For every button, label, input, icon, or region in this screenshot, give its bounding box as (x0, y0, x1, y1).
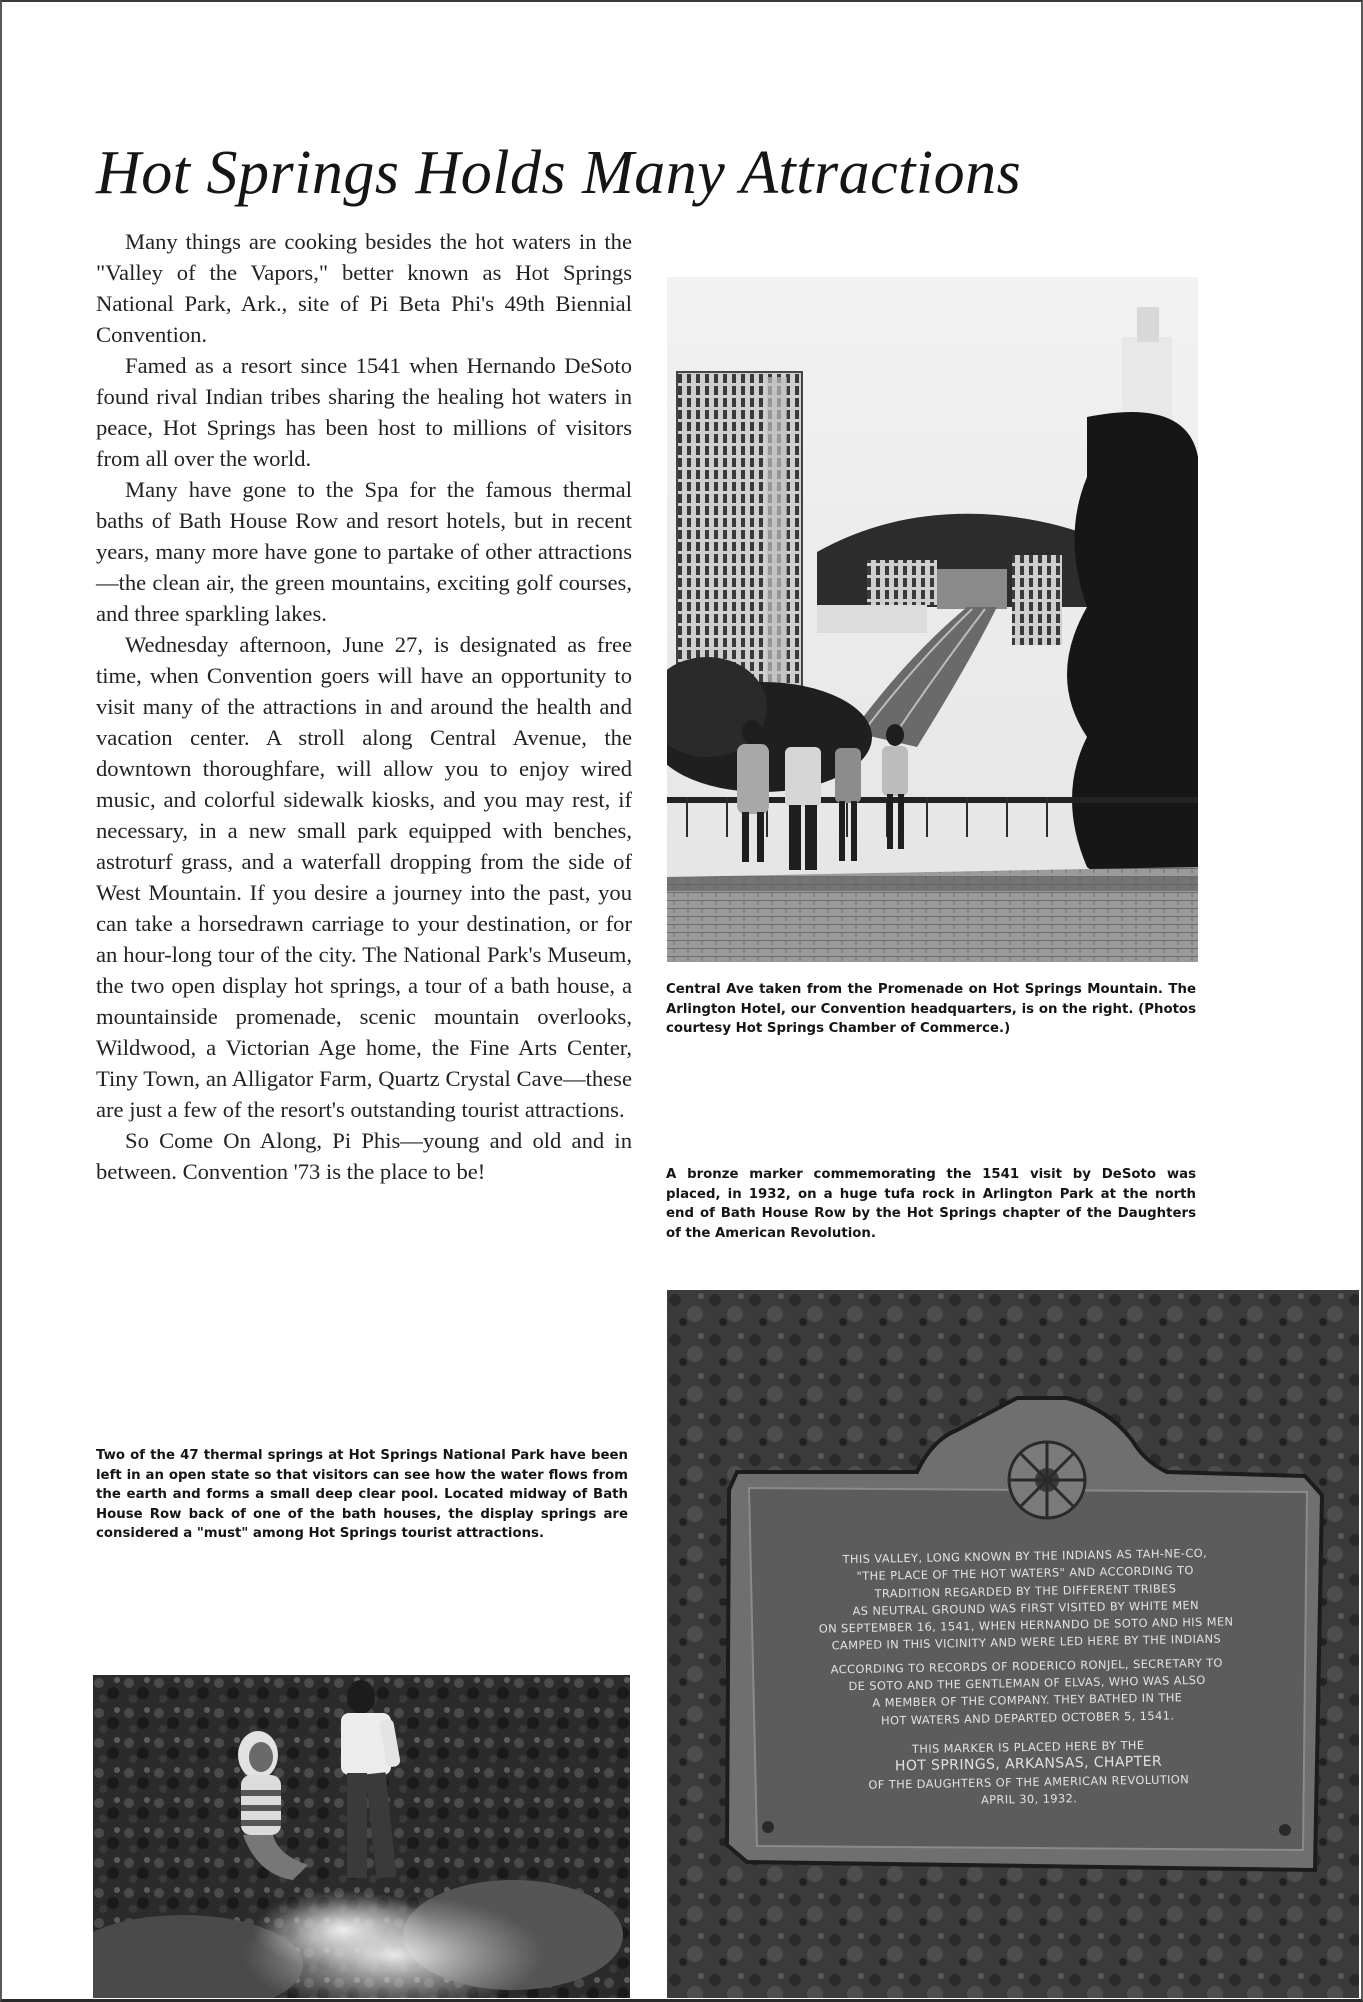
article-paragraph: Many things are cooking besides the hot waters in the "Valley of the Vapors," better known as Hot Springs National Park, Ark., site of Pi Beta Phi's 49th Biennial Convention. (96, 229, 632, 347)
plaque-line: ON SEPTEMBER 16, 1541, WHEN HERNANDO DE SOTO AND HIS MEN (818, 1614, 1234, 1636)
thermal-springs-caption: Two of the 47 thermal springs at Hot Springs National Park have been left in an open state so that visitors can see how the water flows from the earth and forms a small deep clear pool. Located midway of Bath House Row back of one of the bath houses, the display springs are considered a "must" among Hot Springs tourist attractions. (96, 1448, 628, 1541)
article-paragraph: So Come On Along, Pi Phis—young and old and in between. Convention '73 is the place to be! (96, 1128, 632, 1184)
thermal-springs-photo (93, 1675, 630, 1998)
bronze-marker-photo (667, 1290, 1359, 1998)
plaque-line: THIS MARKER IS PLACED HERE BY THE (911, 1737, 1145, 1756)
article-body (96, 226, 632, 1187)
plaque-line: APRIL 30, 1932. (980, 1791, 1078, 1807)
plaque-line: A MEMBER OF THE COMPANY. THEY BATHED IN THE (872, 1690, 1183, 1711)
plaque-inscription (765, 1543, 1289, 1812)
plaque-line: "THE PLACE OF THE HOT WATERS" AND ACCORDING TO (856, 1563, 1194, 1584)
plaque-line: CAMPED IN THIS VICINITY AND WERE LED HERE BY THE INDIANS (831, 1632, 1222, 1653)
article-paragraph: Many have gone to the Spa for the famous thermal baths of Bath House Row and resort hotels, but in recent years, many more have gone to partake of other attractions—the clean air, the green mountains, exciting golf courses, and three sparkling lakes. (96, 477, 632, 626)
plaque-line: TRADITION REGARDED BY THE DIFFERENT TRIBES (874, 1580, 1177, 1601)
article-paragraph: Famed as a resort since 1541 when Hernando DeSoto found rival Indian tribes sharing the healing hot waters in peace, Hot Springs has been host to millions of visitors from all over the world. (96, 353, 632, 471)
plaque-line: THIS VALLEY, LONG KNOWN BY THE INDIANS AS TAH-NE-CO, (842, 1545, 1208, 1567)
page-title: Hot Springs Holds Many Attractions (96, 139, 1022, 207)
plaque-line: ACCORDING TO RECORDS OF RODERICO RONJEL, SECRETARY TO (830, 1655, 1223, 1677)
central-ave-caption: Central Ave taken from the Promenade on Hot Springs Mountain. The Arlington Hotel, our Convention headquarters, is on the right. (Photos courtesy Hot Springs Chamber of Commerce.) (666, 982, 1196, 1036)
plaque-line: HOT WATERS AND DEPARTED OCTOBER 5, 1541. (880, 1708, 1175, 1728)
article-paragraph: Wednesday afternoon, June 27, is designated as free time, when Convention goers will have an opportunity to visit many of the attractions in and around the health and vacation center. A stroll along Central Avenue, the downtown thoroughfare, will allow you to enjoy wired music, and colorful sidewalk kiosks, and you may rest, if necessary, in a new small park equipped with benches, astroturf grass, and a waterfall dropping from the side of West Mountain. If you desire a journey into the past, you can take a horsedrawn carriage to your destination, or for an hour-long tour of the city. The National Park's Museum, the two open display hot springs, a tour of a bath house, a mountainside promenade, scenic mountain overlooks, Wildwood, a Victorian Age home, the Fine Arts Center, Tiny Town, an Alligator Farm, Quartz Crystal Cave—these are just a few of the resort's outstanding tourist attractions. (96, 632, 632, 1122)
plaque-line: OF THE DAUGHTERS OF THE AMERICAN REVOLUTION (868, 1771, 1190, 1792)
plaque-line: HOT SPRINGS, ARKANSAS, CHAPTER (894, 1753, 1163, 1775)
central-ave-photo (667, 277, 1198, 962)
bronze-marker-caption: A bronze marker commemorating the 1541 visit by DeSoto was placed, in 1932, on a huge tufa rock in Arlington Park at the north end of Bath House Row by the Hot Springs chapter of the Daughters of the American Revolution. (666, 1167, 1196, 1241)
plaque-line: DE SOTO AND THE GENTLEMAN OF ELVAS, WHO WAS ALSO (848, 1672, 1206, 1694)
plaque-line: AS NEUTRAL GROUND WAS FIRST VISITED BY WHITE MEN (852, 1597, 1200, 1618)
